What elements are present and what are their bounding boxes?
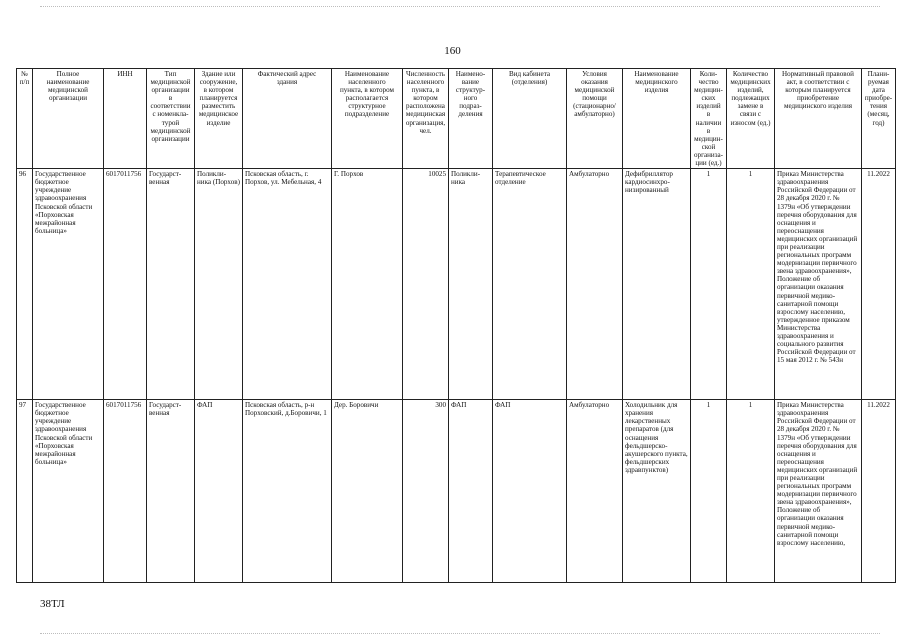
table-row <box>17 169 896 400</box>
org-name: Государственное бюджетное учреждение здравоохранения Псковской области «Порховская межрайонная больница» <box>33 400 104 583</box>
row-number: 96 <box>17 169 33 400</box>
scan-edge-bottom <box>40 633 880 634</box>
care-conditions: Амбулаторно <box>567 169 623 400</box>
inn: 6017011756 <box>104 400 147 583</box>
structural-unit: ФАП <box>449 400 493 583</box>
legal-act: Приказ Министерства здравоохранения Российской Федерации от 28 декабря 2020 г. № 1379н «Об утверждении перечня оборудования для оснащения и переоснащения медицинских организаций при реализации региональных программ модернизации первичного звена здравоохранения», Положение об организации оказания первичной медико-санитарной помощи взрослому населению, утвержденное приказом Министерства здравоохранения и социального развития Российской Федерации от 15 мая 2012 г. № 543н <box>775 169 862 400</box>
page-number: 160 <box>444 45 461 57</box>
building: Поликли-ника (Порхов) <box>195 169 243 400</box>
org-name: Государственное бюджетное учреждение здравоохранения Псковской области «Порховская межрайонная больница» <box>33 169 104 400</box>
planned-date: 11.2022 <box>862 169 896 400</box>
header-cell-settlement: Наименование населенного пункта, в котором располагается структурное подразделение <box>332 69 403 169</box>
header-cell-conditions: Условия оказания медицинской помощи (стационарно/ амбулаторно) <box>567 69 623 169</box>
header-cell-number: № п/п <box>17 69 33 169</box>
header-cell-qty-available: Коли- чество медицин- ских изделий в наличии в медицин- ской организа- ции (ед.) <box>691 69 727 169</box>
care-conditions: Амбулаторно <box>567 400 623 583</box>
header-cell-population: Численность населенного пункта, в котором расположена медицинская организация, чел. <box>403 69 449 169</box>
structural-unit: Поликли-ника <box>449 169 493 400</box>
cabinet-type: Терапевтическое отделение <box>493 169 567 400</box>
qty-replace: 1 <box>727 400 775 583</box>
planned-date: 11.2022 <box>862 400 896 583</box>
address: Псковская область, р-н Порховский, д.Боровичи, 1 <box>243 400 332 583</box>
scan-edge-top <box>40 6 880 7</box>
equipment-table <box>16 68 896 583</box>
qty-available: 1 <box>691 169 727 400</box>
header-cell-org-type: Тип медицинской организации в соответствии с номенкла- турой медицинской организации <box>147 69 195 169</box>
header-cell-device: Наименование медицинского изделия <box>623 69 691 169</box>
header-cell-planned-date: Плани- руемая дата приобре- тения (месяц, год) <box>862 69 896 169</box>
qty-replace: 1 <box>727 169 775 400</box>
legal-act: Приказ Министерства здравоохранения Российской Федерации от 28 декабря 2020 г. № 1379н «Об утверждении перечня оборудования для оснащения и переоснащения медицинских организаций при реализации региональных программ модернизации первичного звена здравоохранения», Положение об организации оказания первичной медико-санитарной помощи взрослому населению, <box>775 400 862 583</box>
header-cell-qty-replace: Количество медицинских изделий, подлежащих замене в связи с износом (ед.) <box>727 69 775 169</box>
header-cell-address: Фактический адрес здания <box>243 69 332 169</box>
header-cell-unit: Наимено- вание структур- ного подраз- деления <box>449 69 493 169</box>
table-row <box>17 400 896 583</box>
settlement: Дер. Боровичи <box>332 400 403 583</box>
address: Псковская область, г. Порхов, ул. Мебельная, 4 <box>243 169 332 400</box>
org-type: Государст-венная <box>147 400 195 583</box>
settlement: Г. Порхов <box>332 169 403 400</box>
cabinet-type: ФАП <box>493 400 567 583</box>
building: ФАП <box>195 400 243 583</box>
footer-code: 38ТЛ <box>40 598 65 610</box>
header-cell-legal-act: Нормативный правовой акт, в соответствии с которым планируется приобретение медицинского изделия <box>775 69 862 169</box>
header-cell-inn: ИНН <box>104 69 147 169</box>
header-cell-building: Здание или сооружение, в котором планируется разместить медицинское изделие <box>195 69 243 169</box>
row-number: 97 <box>17 400 33 583</box>
header-cell-cabinet: Вид кабинета (отделения) <box>493 69 567 169</box>
inn: 6017011756 <box>104 169 147 400</box>
org-type: Государст-венная <box>147 169 195 400</box>
table-header-row <box>17 69 896 169</box>
device-name: Холодильник для хранения лекарственных препаратов (для оснащения фельдшерско-акушерского пункта, фельдшерских здравпунктов) <box>623 400 691 583</box>
population: 300 <box>403 400 449 583</box>
qty-available: 1 <box>691 400 727 583</box>
device-name: Дефибриллятор кардиосинхро-низированный <box>623 169 691 400</box>
header-cell-org-name: Полное наименование медицинской организации <box>33 69 104 169</box>
population: 10025 <box>403 169 449 400</box>
